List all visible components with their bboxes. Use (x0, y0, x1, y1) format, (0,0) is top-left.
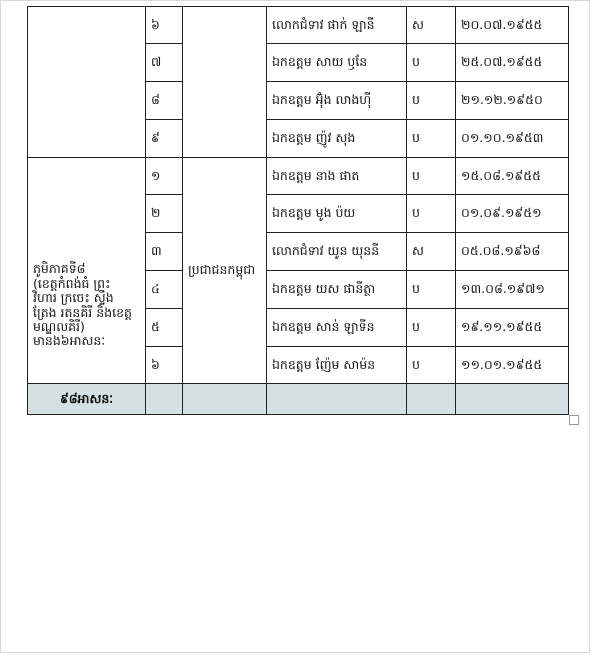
member-name: លោកជំទាវ ផាក់ ឡានី (267, 7, 407, 44)
member-sex: ស (407, 233, 456, 271)
member-dob: ១៥.០៨.១៩៥៥ (456, 158, 569, 195)
member-dob: ២១.១២.១៩៥០ (456, 82, 569, 120)
member-dob: ១៣.០៨.១៩៧១ (456, 271, 569, 309)
member-name: ឯកឧត្តម ញ៉ូវ សុង (267, 120, 407, 158)
member-name: ឯកឧត្តម ញ៉ែម សាម៉ន (267, 347, 407, 384)
member-dob: ២៥.០៧.១៩៥៥ (456, 44, 569, 82)
member-dob: ០៥.០៨.១៩៦៨ (456, 233, 569, 271)
total-empty-cell (267, 384, 407, 415)
member-name: ឯកឧត្តម សាន់ ឡាទីន (267, 309, 407, 347)
region-provinces-1: (ខេត្តកំពង់ធំ ព្រះ (33, 275, 111, 291)
member-sex: ស (407, 7, 456, 44)
member-dob: ២០.០៧.១៩៥៥ (456, 7, 569, 44)
region-provinces-4: មណ្ឌលគិរី) (33, 318, 85, 334)
member-sex: ប (407, 82, 456, 120)
row-number: ៦ (146, 7, 183, 44)
member-name: ឯកឧត្តម យស ផានីត្ថា (267, 271, 407, 309)
region-provinces-2: វិហារ ក្រចេះ ស្ទឹង (33, 290, 114, 306)
table-row (28, 158, 569, 195)
party-cell-blank (183, 7, 267, 158)
row-number: ៨ (146, 82, 183, 120)
member-sex: ប (407, 44, 456, 82)
member-name: ឯកឧត្តម នាង ផាត (267, 158, 407, 195)
member-dob: ១១.០១.១៩៥៥ (456, 347, 569, 384)
table-resize-handle[interactable] (569, 415, 579, 425)
row-number: ៤ (146, 271, 183, 309)
region-title: ភូមិភាគទី៨ (33, 261, 86, 277)
row-number: ៣ (146, 233, 183, 271)
total-empty-cell (183, 384, 267, 415)
table-row (28, 7, 569, 44)
total-row (28, 384, 569, 415)
total-empty-cell (146, 384, 183, 415)
member-sex: ប (407, 158, 456, 195)
member-dob: ១៩.១១.១៩៥៥ (456, 309, 569, 347)
member-sex: ប (407, 271, 456, 309)
row-number: ៩ (146, 120, 183, 158)
region-seat-count: មានង៦អាសនៈ (33, 333, 106, 349)
party-cell: ប្រជាជនកម្ពុជា (183, 158, 267, 384)
region-cell (28, 158, 146, 384)
region-provinces-3: ត្រែង រតនគិរី និងខេត្ត (33, 304, 132, 320)
row-number: ៥ (146, 309, 183, 347)
member-name: ឯកឧត្តម សាយ ឫនែ (267, 44, 407, 82)
member-name: ឯកឧត្តម មូង ប៉យ (267, 195, 407, 233)
member-sex: ប (407, 120, 456, 158)
member-sex: ប (407, 195, 456, 233)
member-name: ឯកឧត្តម អ៊ុំង លាងហ៊ី (267, 82, 407, 120)
member-sex: ប (407, 309, 456, 347)
member-dob: ០១.០៩.១៩៥១ (456, 195, 569, 233)
member-sex: ប (407, 347, 456, 384)
row-number: ២ (146, 195, 183, 233)
total-empty-cell (407, 384, 456, 415)
member-name: លោកជំទាវ យូន យុននី (267, 233, 407, 271)
row-number: ១ (146, 158, 183, 195)
member-table (27, 6, 569, 415)
row-number: ៧ (146, 44, 183, 82)
region-cell-blank (28, 7, 146, 158)
total-seats-label: ៩៨អាសនៈ (28, 384, 146, 415)
row-number: ៦ (146, 347, 183, 384)
total-empty-cell (456, 384, 569, 415)
member-dob: ០១.១០.១៩៥៣ (456, 120, 569, 158)
